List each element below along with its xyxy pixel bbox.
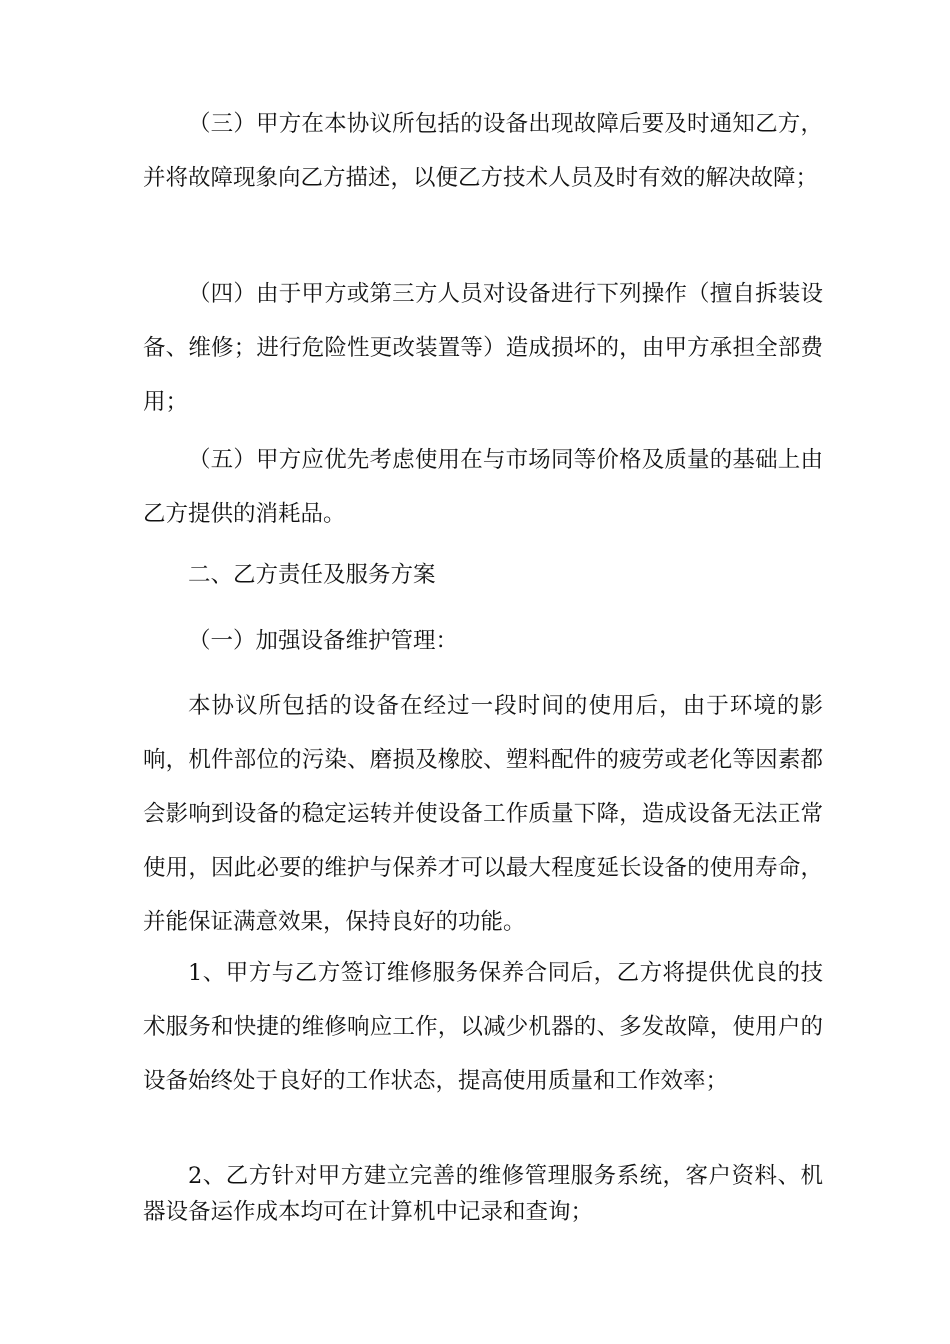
paragraph-item-4: （四）由于甲方或第三方人员对设备进行下列操作（擅自拆装设备、维修；进行危险性更改装置等）造成损坏的，由甲方承担全部费用； [143,281,823,415]
intro-paragraph: 本协议所包括的设备在经过一段时间的使用后，由于环境的影响，机件部位的污染、磨损及橡胶、塑料配件的疲劳或老化等因素都会影响到设备的稳定运转并使设备工作质量下降，造成设备无法正常使用，因此必要的维护与保养才可以最大程度延长设备的使用寿命，并能保证满意效果，保持良好的功能。 [143,693,823,935]
section-heading: 二、乙方责任及服务方案 [188,562,436,588]
subsection-heading: （一）加强设备维护管理： [188,628,459,654]
list-item-2: 2、乙方针对甲方建立完善的维修管理服务系统，客户资料、机器设备运作成本均可在计算机中记录和查询； [143,1163,823,1225]
paragraph-item-5: （五）甲方应优先考虑使用在与市场同等价格及质量的基础上由乙方提供的消耗品。 [143,447,823,527]
list-item-1: 1、甲方与乙方签订维修服务保养合同后，乙方将提供优良的技术服务和快捷的维修响应工作，以减少机器的、多发故障，使用户的设备始终处于良好的工作状态，提高使用质量和工作效率； [143,960,823,1094]
paragraph-item-3: （三）甲方在本协议所包括的设备出现故障后要及时通知乙方，并将故障现象向乙方描述，以便乙方技术人员及时有效的解决故障； [143,111,823,191]
